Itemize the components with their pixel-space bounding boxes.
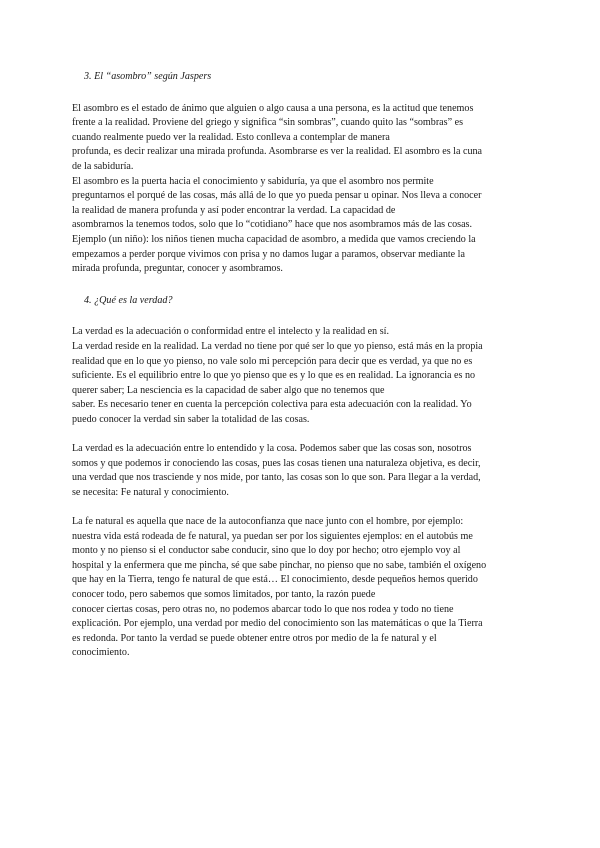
- text-line: que hay en la Tierra, tengo fe natural de que está… El conocimiento, desde pequeños hemos querido: [72, 574, 478, 586]
- text-line: explicación. Por ejemplo, una verdad por medio del conocimiento son las matemáticas o que la Tierra: [72, 618, 483, 630]
- text-line: la realidad de manera profunda y así poder encontrar la verdad. La capacidad de: [72, 204, 396, 216]
- section-heading-asombro: 3. El “asombro” según Jaspers: [84, 71, 212, 82]
- text-line: de la sabiduría.: [72, 160, 134, 172]
- text-line: es redonda. Por tanto la verdad se puede obtener entre otros por medio de la fe natural y el: [72, 632, 437, 644]
- text-line: realidad que en lo que yo pienso, no vale solo mi percepción para decir que es verdad, ya que no es: [72, 355, 473, 367]
- document-page: [72, 70, 532, 661]
- text-line: monto y no pienso si el conductor sabe conducir, sino que lo doy por hecho; otro ejemplo voy al: [72, 545, 461, 557]
- text-line: mirada profunda, preguntar, conocer y asombramos.: [72, 263, 283, 275]
- paragraph-gap: [72, 427, 532, 442]
- text-line: Ejemplo (un niño): los niños tienen mucha capacidad de asombro, a medida que vamos creciendo la: [72, 233, 476, 245]
- paragraph-fe-natural: [72, 515, 532, 661]
- text-line: cuando realmente puedo ver la realidad. Esto conlleva a contemplar de manera: [72, 131, 390, 143]
- text-line: La verdad es la adecuación o conformidad entre el intelecto y la realidad en sí.: [72, 326, 389, 338]
- text-line: La fe natural es aquella que nace de la autoconfianza que nace junto con el hombre, por ejemplo:: [72, 516, 464, 528]
- paragraph-gap: [72, 500, 532, 515]
- text-line: El asombro es el estado de ánimo que alguien o algo causa a una persona, es la actitud que tenemos: [72, 102, 474, 114]
- paragraph-verdad-1: [72, 325, 532, 427]
- text-line: puedo conocer la verdad sin saber la totalidad de las cosas.: [72, 413, 310, 425]
- text-line: hospital y la enfermera que me pincha, sé que sabe pinchar, no pienso que no sabe, también el oxígeno: [72, 559, 487, 571]
- text-line: preguntarnos el porqué de las cosas, más allá de lo que yo pueda pensar u opinar. Nos lleva a conocer: [72, 190, 482, 202]
- text-line: una verdad que nos trasciende y nos mide, por tanto, las cosas son lo que son. Para llegar a la verdad,: [72, 472, 481, 484]
- section-heading-verdad: 4. ¿Qué es la verdad?: [84, 294, 173, 306]
- text-line: somos y que podemos ir conociendo las cosas, pues las cosas tienen una naturaleza objetiva, es decir,: [72, 457, 481, 469]
- text-line: conocer ciertas cosas, pero otras no, no podemos abarcar todo lo que nos rodea y todo no tiene: [72, 603, 454, 615]
- text-line: conocimiento.: [72, 647, 130, 659]
- text-line: La verdad reside en la realidad. La verdad no tiene por qué ser lo que yo pienso, está más en la propia: [72, 340, 483, 352]
- text-line: empezamos a perder porque vivimos con prisa y no damos lugar a paramos, observar mediante la: [72, 248, 465, 260]
- text-line: profunda, es decir realizar una mirada profunda. Asombrarse es ver la realidad. El asombro es la cuna: [72, 146, 483, 158]
- text-line: conocer todo, pero sabemos que somos limitados, por tanto, la razón puede: [72, 589, 376, 600]
- text-line: La verdad es la adecuación entre lo entendido y la cosa. Podemos saber que las cosas son, nosotros: [72, 443, 472, 455]
- text-line: nuestra vida está rodeada de fe natural, ya puedan ser por los siguientes ejemplos: en el autobús me: [72, 530, 473, 542]
- text-line: asombrarnos la tenemos todos, solo que lo “cotidiano” hace que nos asombramos más de las cosas.: [72, 219, 473, 231]
- text-line: se necesita: Fe natural y conocimiento.: [72, 486, 229, 498]
- text-line: El asombro es la puerta hacia el conocimiento y sabiduría, ya que el asombro nos permite: [72, 175, 434, 187]
- text-line: querer saber; La nesciencia es la capacidad de saber algo que no tenemos que: [72, 384, 385, 396]
- text-line: frente a la realidad. Proviene del griego y significa “sin sombras”, cuando quito las “sombras” es: [72, 117, 464, 129]
- text-line: suficiente. Es el equilibrio entre lo que yo pienso que es y lo que es en realidad. La ignorancia es no: [72, 370, 476, 382]
- text-line: saber. Es necesario tener en cuenta la percepción colectiva para esta adecuación con la realidad. Yo: [72, 399, 472, 411]
- paragraph-asombro: [72, 102, 532, 277]
- paragraph-verdad-2: [72, 442, 532, 500]
